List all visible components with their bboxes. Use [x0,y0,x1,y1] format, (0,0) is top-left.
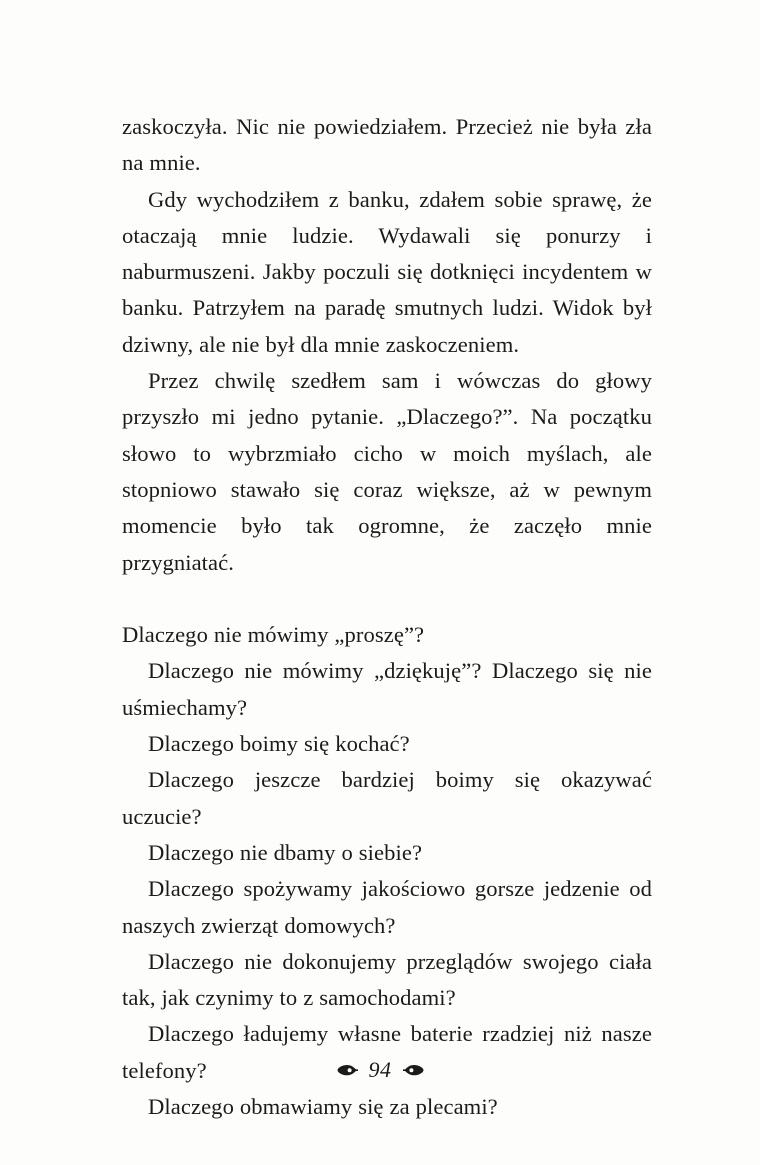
question-line: Dlaczego obmawiamy się za plecami? [148,1094,498,1120]
question-line: Dlaczego nie dokonujemy przeglądów swojego ciała tak, jak czynimy to z samochodami? [122,948,652,1011]
question-line: Dlaczego nie dbamy o siebie? [148,839,423,865]
paragraph-spacer [122,581,652,617]
paragraph: Gdy wychodziłem z banku, zdałem sobie sprawę, że otaczają mnie ludzie. Wydawali się ponurzy i naburmuszeni. Jakby poczuli się dotknięci incydentem w banku. Patrzyłem na paradę smutnych ludzi. Widok był dziwny, ale nie był dla mnie zaskoczeniem. [122,186,652,357]
page-number: 94 [368,1057,392,1082]
paragraph-continuation: zaskoczyła. Nic nie powiedziałem. Przecież nie była zła na mnie. [122,114,652,176]
question-line: Dlaczego spożywamy jakościowo gorsze jedzenie od naszych zwierząt domowych? [122,876,652,938]
question-line: Dlaczego ładujemy własne baterie rzadziej niż nasze telefony? [122,1021,652,1083]
page-footer [0,1059,760,1081]
question-line: Dlaczego nie mówimy „dziękuję”? Dlaczego się nie uśmiechamy? [122,658,652,720]
leaf-ornament-left-icon [336,1062,358,1078]
question-line: Dlaczego jeszcze bardziej boimy się okazywać uczucie? [122,767,652,829]
leaf-ornament-right-icon [403,1062,425,1078]
question-line: Dlaczego nie mówimy „proszę”? [122,622,425,648]
question-line: Dlaczego boimy się kochać? [148,731,410,757]
page-text-block [122,109,652,1125]
paragraph: Przez chwilę szedłem sam i wówczas do głowy przyszło mi jedno pytanie. „Dlaczego?”. Na początku słowo to wybrzmiało cicho w moich myślach, ale stopniowo stawało się coraz większe, aż w pewnym momencie było tak ogromne, że zaczęło mnie przygniatać. [122,368,652,575]
